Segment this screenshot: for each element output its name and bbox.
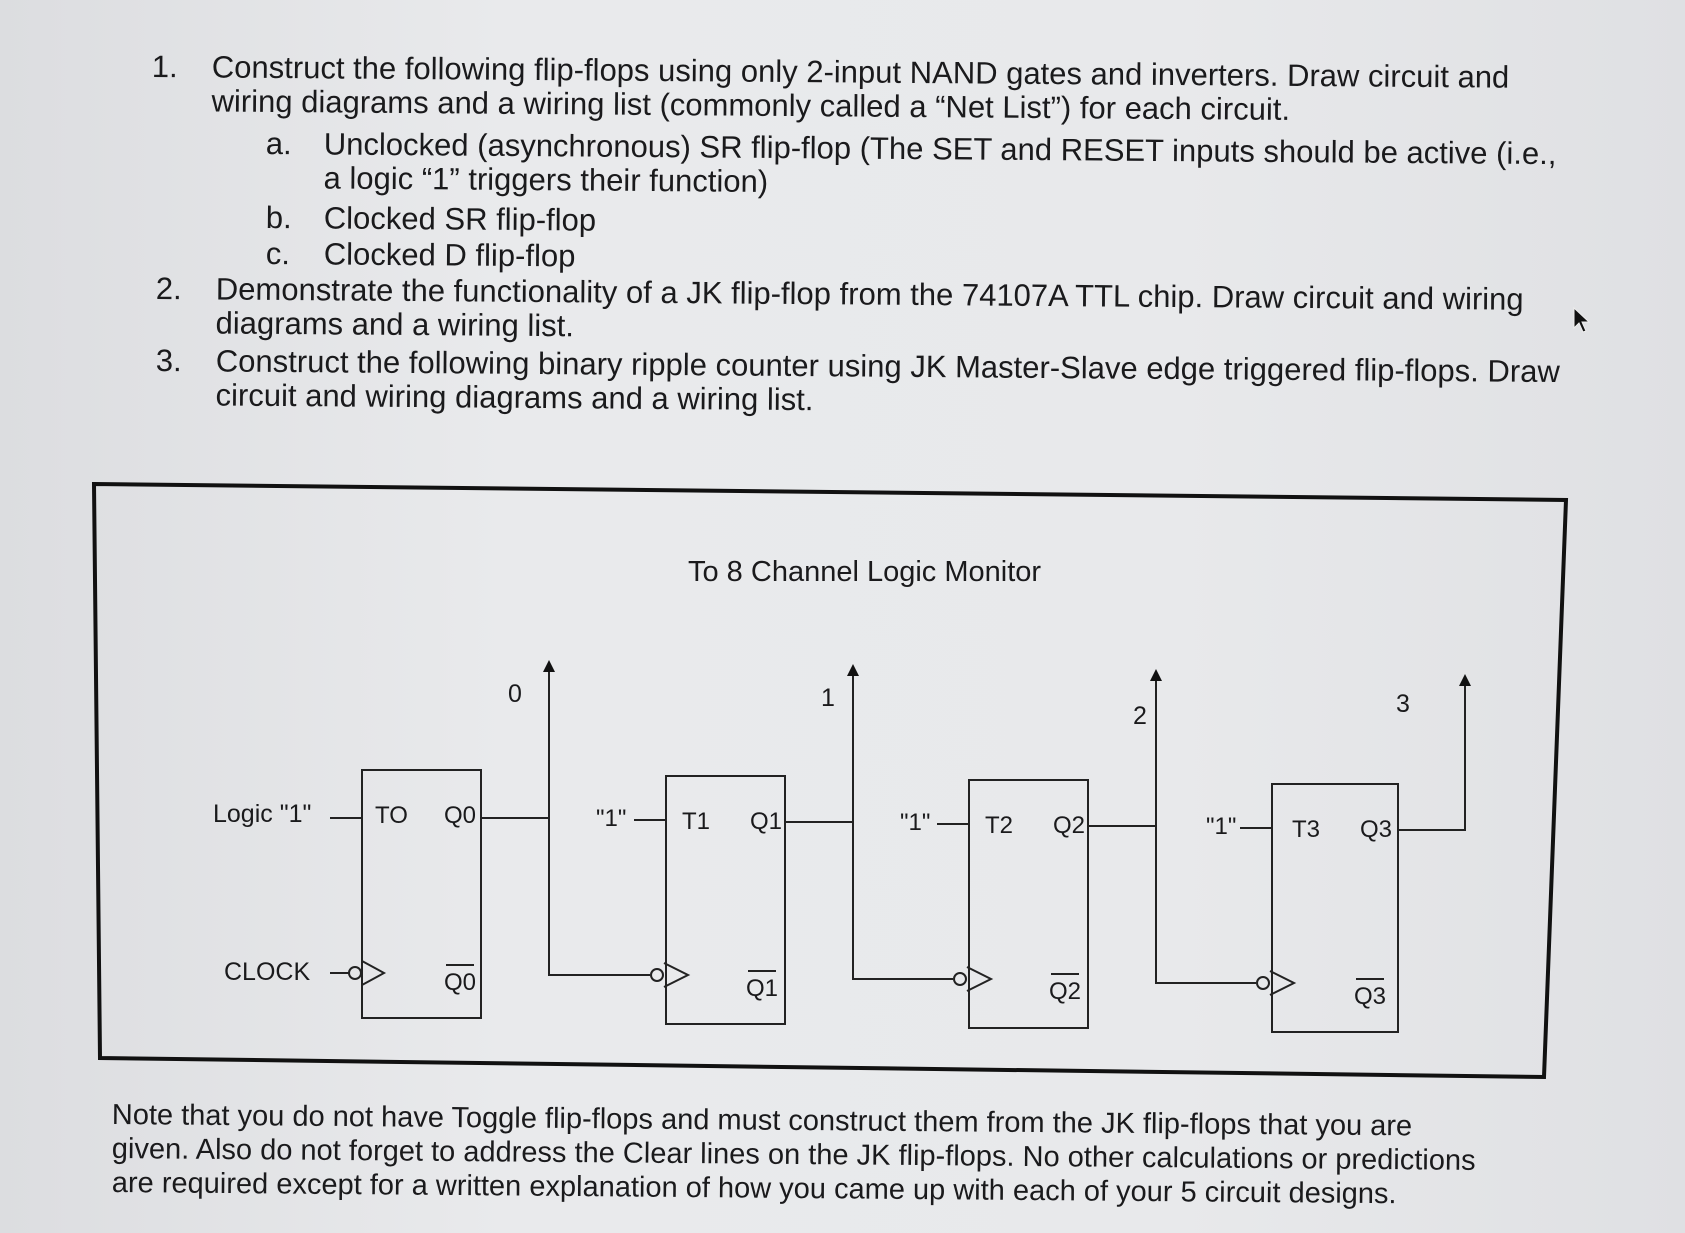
clock-bubble <box>1257 977 1269 989</box>
flip-flop-q-label: Q3 <box>1360 816 1393 843</box>
question-text-line: Demonstrate the functionality of a JK flip-flop from the 74107A TTL chip. Draw circuit and wiring <box>215 271 1524 317</box>
flip-flop-q-label: Q1 <box>750 808 783 835</box>
flip-flop-0 <box>330 660 650 1018</box>
question-text-line: circuit and wiring diagrams and a wiring list. <box>215 377 814 418</box>
clock-triangle <box>1270 971 1294 995</box>
note-line-3: are required except for a written explanation of how you came up with each of your 5 circuit designs. <box>111 1167 1397 1211</box>
clock-triangle <box>967 967 991 991</box>
note-line-1: Note that you do not have Toggle flip-flops and must construct them from the JK flip-flops that you are <box>111 1099 1413 1143</box>
flip-flop-input-label: "1" <box>900 809 931 836</box>
clock-label: CLOCK <box>224 958 311 986</box>
flip-flop-input-label: "1" <box>596 805 627 832</box>
clock-bubble <box>651 969 663 981</box>
subitem-text-line: Clocked SR flip-flop <box>323 200 597 238</box>
subitem-letter: c. <box>265 236 291 272</box>
flip-flop-q-label: Q0 <box>444 802 477 829</box>
clock-triangle <box>362 961 384 985</box>
question-number: 1. <box>151 49 178 85</box>
flip-flop-qbar-label: Q2 <box>1049 978 1082 1005</box>
ripple-clock-wire <box>549 818 650 975</box>
clock-bubble <box>349 967 361 979</box>
flip-flop-input-label: "1" <box>1206 813 1237 840</box>
output-arrow <box>1150 669 1162 681</box>
flip-flop-t-label: T1 <box>682 808 711 835</box>
flip-flop-t-label: T3 <box>1292 816 1321 843</box>
output-arrow <box>543 660 555 672</box>
flip-flop-1 <box>596 664 953 1024</box>
flip-flop-t-label: TO <box>375 802 408 829</box>
ripple-clock-wire <box>1156 826 1256 983</box>
q-output-wire <box>785 674 853 822</box>
flip-flop-3 <box>1206 674 1471 1032</box>
note-line-2: given. Also do not forget to address the Clear lines on the JK flip-flops. No other calculations or predictions <box>111 1133 1476 1177</box>
flip-flop-qbar-label: Q1 <box>746 975 779 1002</box>
subitem-text-line: Clocked D flip-flop <box>323 236 576 274</box>
flip-flop-qbar-label: Q0 <box>444 969 477 996</box>
question-text-line: wiring diagrams and a wiring list (commonly called a “Net List”) for each circuit. <box>211 83 1291 127</box>
output-label: 3 <box>1396 690 1410 718</box>
subitem-text-line: Unclocked (asynchronous) SR flip-flop (The SET and RESET inputs should be active (i.e., <box>323 126 1557 172</box>
logic-one-label: Logic "1" <box>213 800 312 828</box>
subitem-letter: a. <box>265 126 292 162</box>
output-arrow <box>847 664 859 676</box>
flip-flop-2 <box>900 669 1256 1028</box>
diagram-title: To 8 Channel Logic Monitor <box>688 556 1042 588</box>
question-text-line: diagrams and a wiring list. <box>215 305 575 344</box>
ripple-clock-wire <box>853 822 953 979</box>
subitem-letter: b. <box>265 200 292 236</box>
question-text-line: Construct the following binary ripple counter using JK Master-Slave edge triggered flip-flops. Draw <box>215 343 1560 390</box>
clock-triangle <box>664 963 688 987</box>
flip-flop-q-label: Q2 <box>1053 812 1086 839</box>
output-arrow <box>1459 674 1471 686</box>
clock-bubble <box>954 973 966 985</box>
output-label: 0 <box>508 680 522 708</box>
subitem-text-line: a logic “1” triggers their function) <box>323 160 769 199</box>
flip-flop-t-label: T2 <box>985 812 1014 839</box>
output-label: 1 <box>821 684 835 712</box>
mouse-cursor-icon <box>1572 306 1592 334</box>
question-number: 2. <box>155 271 182 307</box>
flip-flop-qbar-label: Q3 <box>1354 983 1387 1010</box>
question-number: 3. <box>155 343 182 379</box>
question-text-line: Construct the following flip-flops using only 2-input NAND gates and inverters. Draw circuit and <box>211 49 1510 95</box>
output-label: 2 <box>1133 702 1147 730</box>
